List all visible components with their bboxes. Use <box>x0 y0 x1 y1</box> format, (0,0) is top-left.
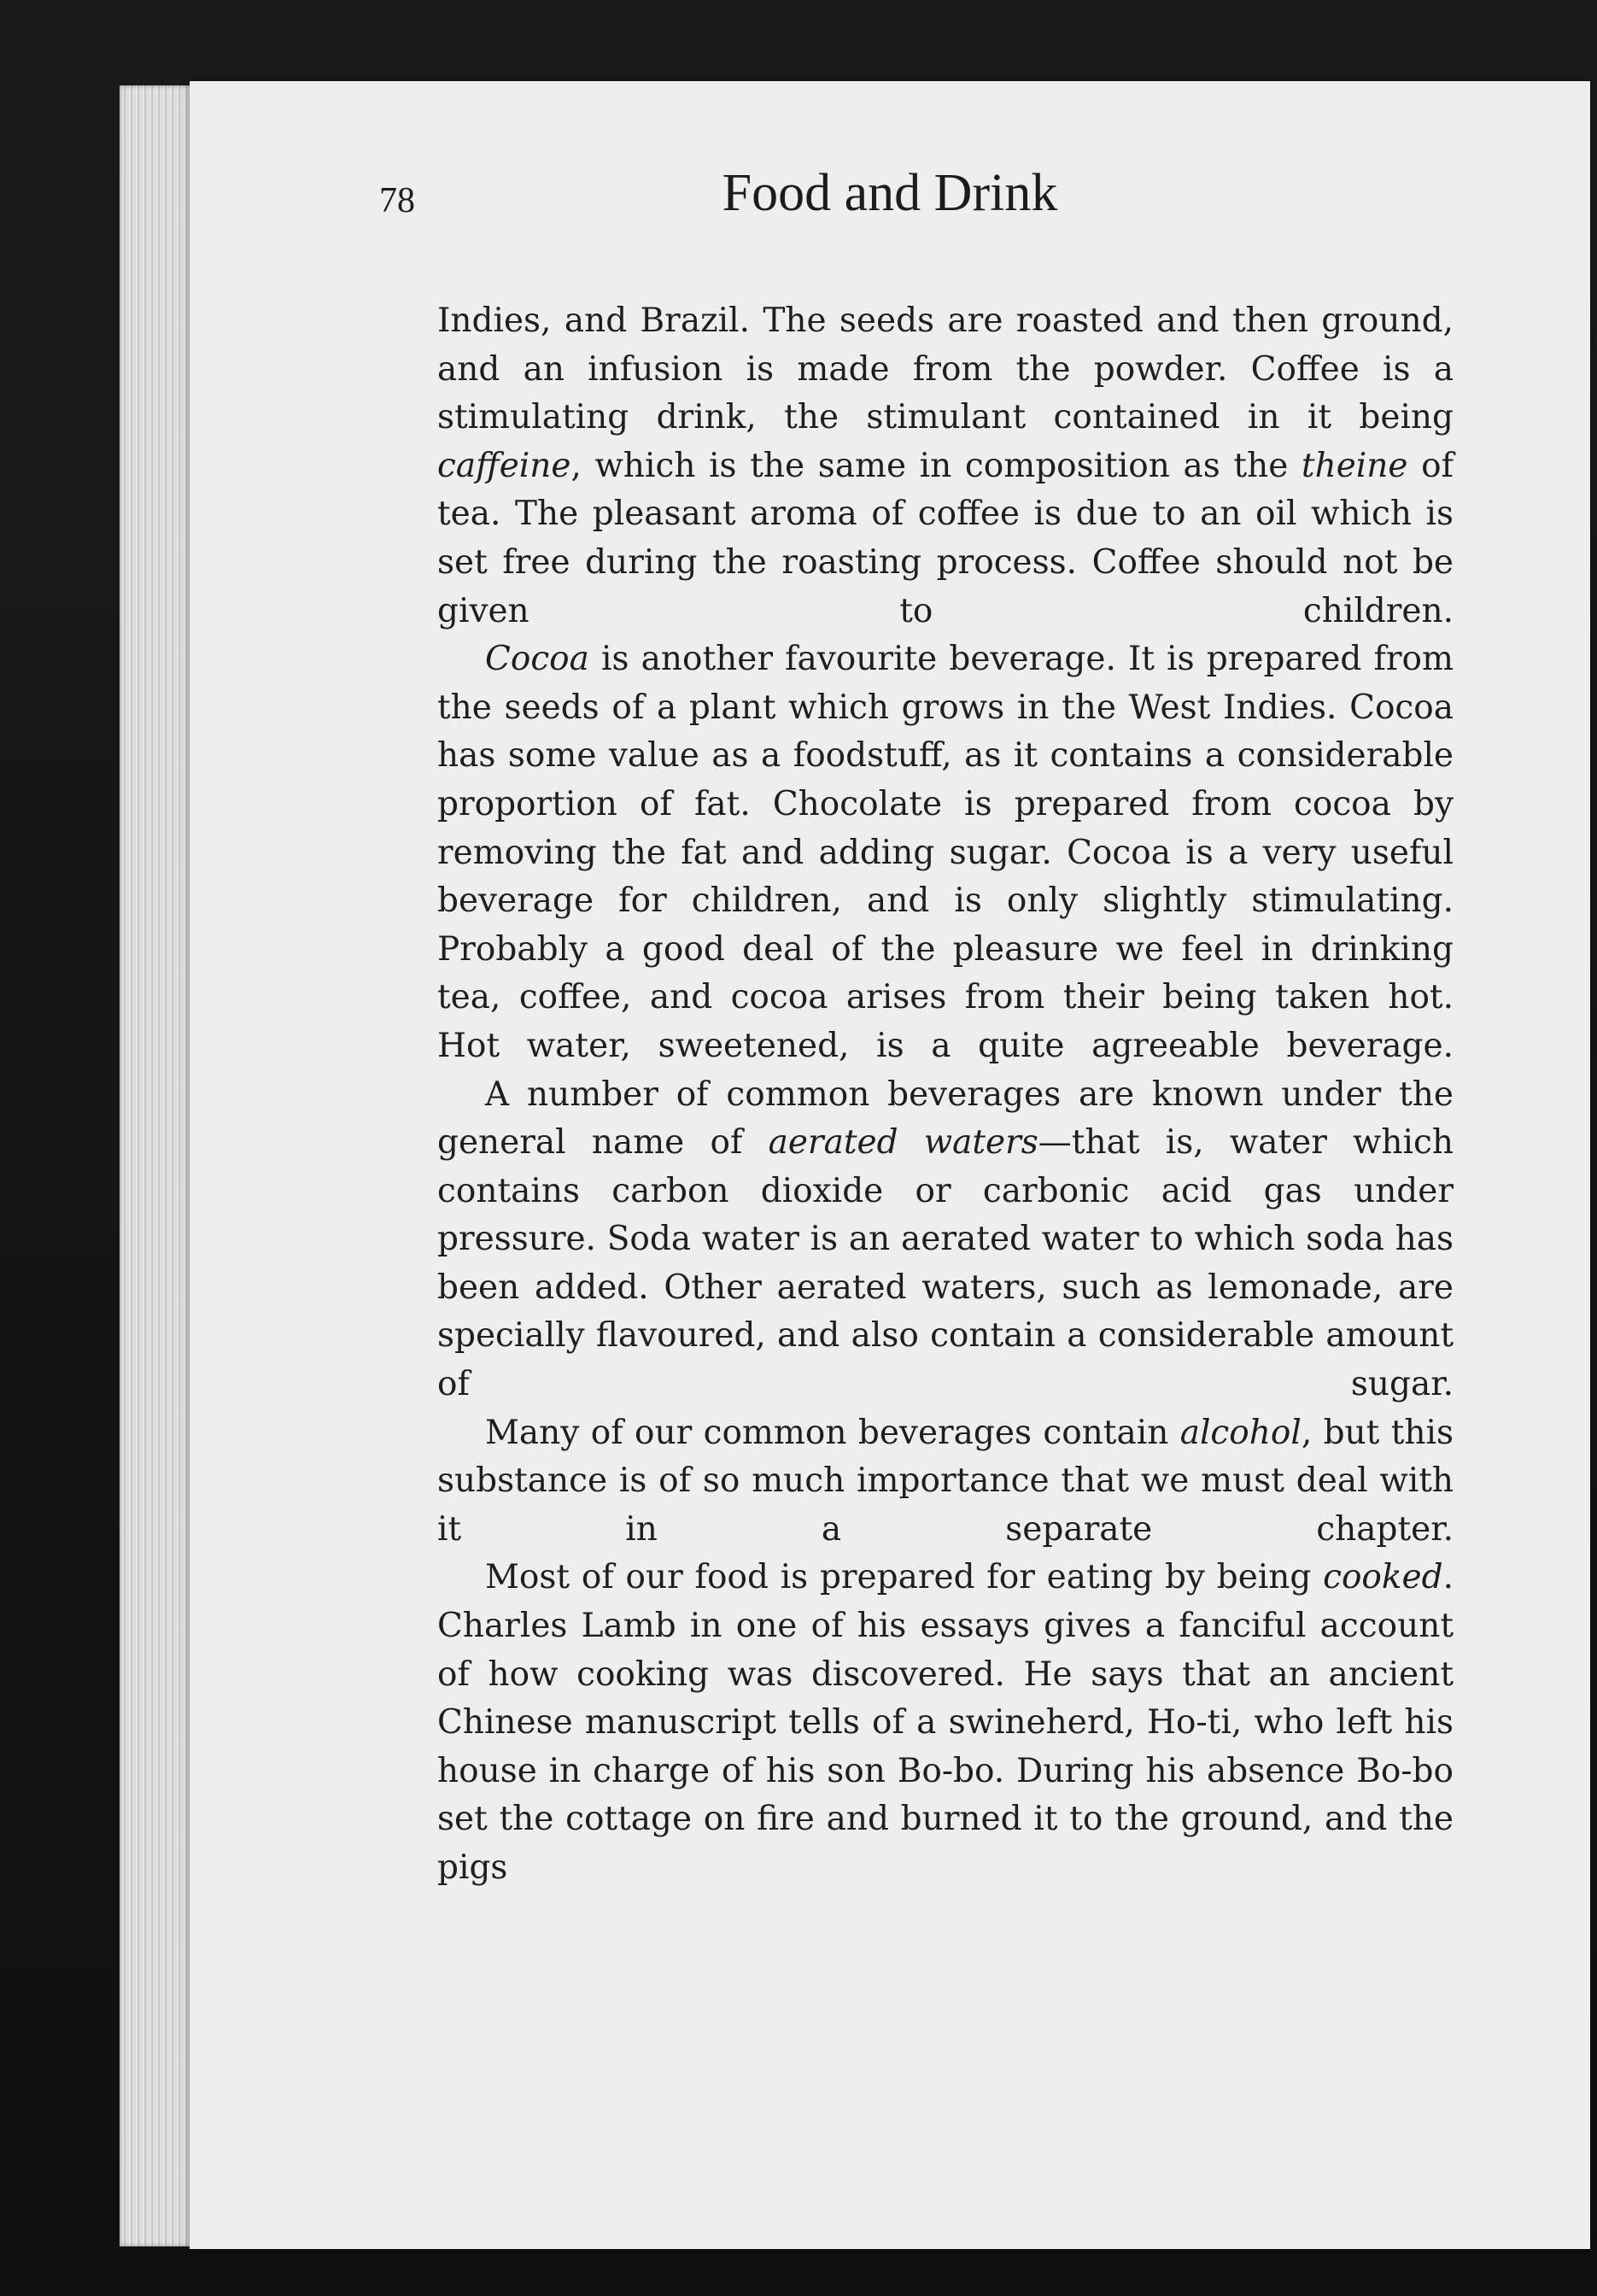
text-segment: . Charles Lamb in one of his essays gives a fanciful account of how cooking was discovered. He says that an ancient Chinese manuscript tells of a swineherd, Ho-ti, who left his house in charge of his son Bo-bo. During his absence Bo-bo set the cottage on fire and burned it to the ground, and the pigs <box>437 1558 1454 1887</box>
text-segment: of tea. The pleasant aroma of coffee is due to an oil which is set free during the roasting process. Coffee should not be given to children. <box>437 446 1454 630</box>
italic-term: Cocoa <box>485 640 589 679</box>
paragraph-4 <box>437 1409 1454 1555</box>
running-title: Food and Drink <box>722 164 1058 222</box>
text-segment: , but this substance is of so much importance that we must deal with it in a separate chapter. <box>437 1413 1454 1549</box>
italic-term: aerated waters <box>768 1123 1038 1163</box>
text-segment: is another favourite beverage. It is prepared from the seeds of a plant which grows in the West Indies. Cocoa has some value as a foodstuff, as it contains a considerable proportion of fat. Chocolate is prepared from cocoa by removing the fat and adding sugar. Cocoa is a very useful beverage for children, and is only slightly stimulating. Probably a good deal of the pleasure we feel in drinking tea, coffee, and cocoa arises from their being taken hot. Hot water, sweetened, is a quite agreeable beverage. <box>437 640 1454 1065</box>
text-segment: Indies, and Brazil. The seeds are roasted and then ground, and an infusion is made from the powder. Coffee is a stimulating drink, the stimulant contained in it being <box>437 302 1454 437</box>
italic-term: caffeine <box>437 446 571 485</box>
paragraph-3 <box>437 1071 1454 1409</box>
paragraph-5 <box>437 1554 1454 1892</box>
body-text <box>437 297 1454 1893</box>
paragraph-1 <box>437 297 1454 636</box>
paragraph-2 <box>437 636 1454 1070</box>
text-segment: —that is, water which contains carbon dioxide or carbonic acid gas under pressure. Soda water is an aerated water to which soda has been added. Other aerated waters, such as lemonade, are specially flavoured, and also contain a considerable amount of sugar. <box>437 1123 1454 1404</box>
italic-term: alcohol <box>1179 1413 1302 1452</box>
italic-term: cooked <box>1323 1558 1443 1597</box>
page-number: 78 <box>379 181 415 220</box>
italic-term: theine <box>1301 446 1408 485</box>
text-segment: Many of our common beverages contain <box>485 1413 1180 1452</box>
text-segment: A number of common beverages are known under the general name of <box>437 1075 1454 1163</box>
book-page-edges <box>120 85 196 2246</box>
text-segment: Most of our food is prepared for eating by being <box>485 1558 1324 1597</box>
text-segment: , which is the same in composition as the <box>570 446 1302 485</box>
